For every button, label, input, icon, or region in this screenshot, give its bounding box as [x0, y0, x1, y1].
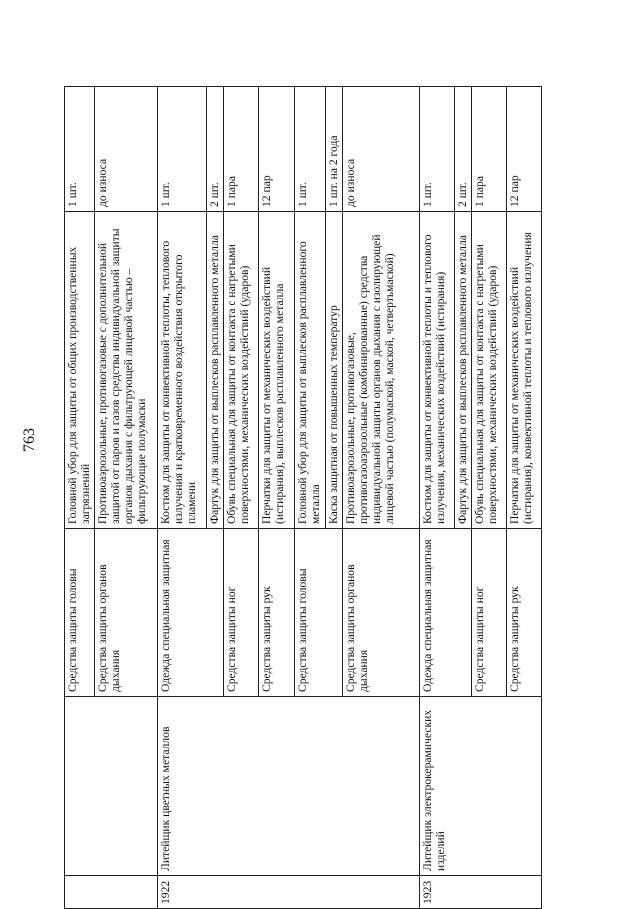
category-cell: Средства защиты головы [65, 529, 95, 697]
norm-cell: до износа [342, 87, 419, 212]
profession-cell [65, 697, 158, 876]
norm-cell: 2 шт. [455, 87, 472, 212]
norm-cell: 12 пар [506, 87, 541, 212]
norm-cell: 1 пара [471, 87, 506, 212]
item-cell: Костюм для защиты от конвективной теплоты и теплового излучения, механических воздействий (истирания) [420, 212, 455, 529]
norm-cell: 12 пар [259, 87, 295, 212]
norm-cell: 2 шт. [207, 87, 224, 212]
item-cell: Фартук для защиты от выплесков расплавленного металла [207, 212, 224, 529]
norm-cell: 1 шт. [295, 87, 326, 212]
row-number-cell [65, 876, 158, 909]
norm-cell: 1 шт. [420, 87, 455, 212]
norm-cell: 1 шт. [157, 87, 207, 212]
category-cell: Средства защиты ног [471, 529, 506, 697]
category-cell: Средства защиты органов дыхания [342, 529, 419, 697]
profession-cell: Литейщик цветных металлов [157, 697, 419, 876]
item-cell: Перчатки для защиты от механических воздействий (истирания), выплесков расплавленного металла [259, 212, 295, 529]
rotated-table-container [64, 87, 542, 909]
item-cell: Обувь специальная для защиты от контакта с нагретыми поверхностями, механических воздействий (ударов) [471, 212, 506, 529]
item-cell: Противоаэрозольные, противогазовые с дополнительной защитой от паров и газов средства индивидуальной защиты органов дыхания с фильтрующей лицевой частью – фильтрующие полумаски [94, 212, 157, 529]
category-cell: Средства защиты органов дыхания [94, 529, 157, 697]
profession-cell: Литейщик электрокерамических изделий [420, 697, 542, 876]
norm-cell: до износа [94, 87, 157, 212]
category-cell: Средства защиты рук [506, 529, 541, 697]
item-cell: Головной убор для защиты от выплесков расплавленного металла [295, 212, 326, 529]
row-number-cell: 1923 [420, 876, 542, 909]
category-cell: Средства защиты рук [259, 529, 295, 697]
table-row [65, 87, 95, 909]
page-number: 763 [21, 428, 38, 452]
norm-cell: 1 пара [223, 87, 258, 212]
table-row [420, 87, 455, 909]
item-cell: Перчатки для защиты от механических воздействий (истирания), конвективной теплоты и теплового излучения [506, 212, 541, 529]
category-cell: Одежда специальная защитная [420, 529, 472, 697]
norm-cell: 1 шт. [65, 87, 95, 212]
table-frame [64, 87, 640, 904]
item-cell: Обувь специальная для защиты от контакта с нагретыми поверхностями, механических воздействий (ударов) [223, 212, 258, 529]
item-cell: Фартук для защиты от выплесков расплавленного металла [455, 212, 472, 529]
ppe-norms-table [64, 86, 542, 909]
item-cell: Головной убор для защиты от общих производственных загрязнений [65, 212, 95, 529]
norm-cell: 1 шт. на 2 года [326, 87, 343, 212]
category-cell: Средства защиты ног [223, 529, 258, 697]
category-cell: Одежда специальная защитная [157, 529, 223, 697]
item-cell: Костюм для защиты от конвективной теплоты, теплового излучения и кратковременного воздействия открытого пламени [157, 212, 207, 529]
item-cell: Каска защитная от повышенных температур [326, 212, 343, 529]
table-row [157, 87, 207, 909]
item-cell: Противоаэрозольные, противогазовые, противогазоаэрозольные (комбинированные) средства индивидуальной защиты органов дыхания с изолирующей лицевой частью (полумаской, маской, четвертьмаской) [342, 212, 419, 529]
row-number-cell: 1922 [157, 876, 419, 909]
category-cell: Средства защиты головы [295, 529, 342, 697]
